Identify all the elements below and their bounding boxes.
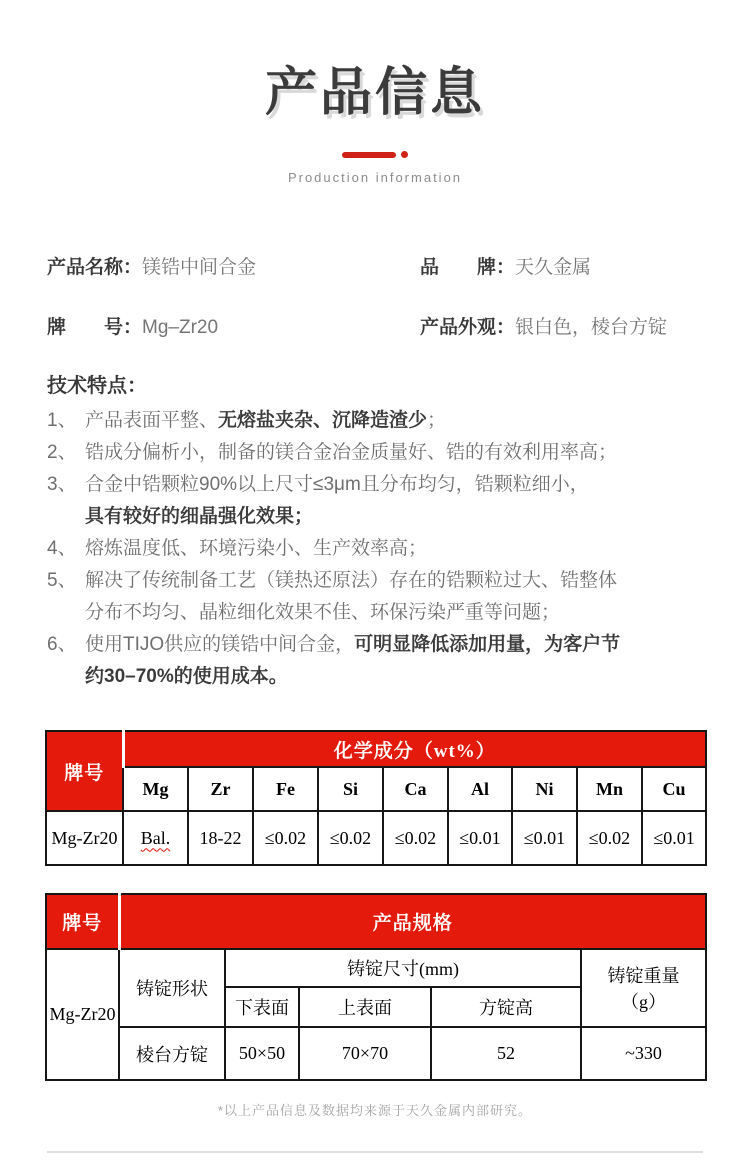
chem-value-cell: ≤0.01	[642, 811, 706, 865]
product-spec-table	[45, 893, 707, 1081]
feature-item-6	[47, 629, 708, 693]
spec-size-label: 铸锭尺寸(mm)	[225, 949, 581, 987]
chem-element-header: Fe	[253, 767, 318, 811]
info-brand	[420, 255, 703, 281]
item-number: 1、	[47, 410, 77, 431]
feature-item-5	[47, 565, 708, 629]
item-number: 6、	[47, 634, 77, 655]
info-value: 天久金属	[515, 257, 592, 278]
item-text: 使用TIJO供应的镁锆中间合金，	[85, 634, 355, 655]
footer-disclaimer: *以上产品信息及数据均来源于天久金属内部研究。	[217, 1103, 533, 1118]
chem-element-header: Ca	[383, 767, 448, 811]
item-number: 4、	[47, 538, 77, 559]
info-label: 品 牌：	[420, 257, 516, 278]
item-text: 分布不均匀、晶粒细化效果不佳、环保污染严重等问题；	[85, 602, 561, 623]
spec-dim-header: 下表面	[225, 987, 299, 1027]
bal-value: Bal.	[140, 827, 171, 848]
item-text-bold: 可明显降低添加用量，为客户节	[354, 634, 621, 655]
info-label: 产品名称：	[47, 257, 143, 278]
item-number: 2、	[47, 442, 77, 463]
info-appearance	[420, 315, 703, 341]
spec-shape-value: 棱台方锭	[119, 1027, 225, 1080]
chem-element-header: Cu	[642, 767, 706, 811]
info-product-name	[47, 255, 420, 281]
spec-weight-value: ~330	[581, 1027, 706, 1080]
spec-dim-value: 50×50	[225, 1027, 299, 1080]
spec-dim-value: 70×70	[299, 1027, 431, 1080]
spec-dim-value: 52	[431, 1027, 581, 1080]
chem-element-header: Si	[318, 767, 383, 811]
title-divider	[0, 151, 750, 158]
info-value: 镁锆中间合金	[142, 257, 257, 278]
chem-element-header: Mg	[123, 767, 188, 811]
chemical-composition-table	[45, 730, 707, 866]
chem-value-cell: ≤0.02	[383, 811, 448, 865]
chem-value-cell: ≤0.02	[577, 811, 642, 865]
feature-item-3	[47, 469, 708, 533]
item-number: 5、	[47, 570, 77, 591]
feature-item-2	[47, 437, 708, 469]
chem-element-header: Al	[448, 767, 512, 811]
item-text: 合金中锆颗粒90%以上尺寸≤3μm且分布均匀，锆颗粒细小，	[85, 474, 589, 495]
info-value: 银白色，棱台方锭	[515, 317, 668, 338]
product-info-grid	[47, 255, 703, 341]
chem-element-header: Ni	[512, 767, 577, 811]
chem-element-header: Mn	[577, 767, 642, 811]
page-subtitle: Production information	[287, 170, 463, 185]
spec-header-cell: 产品规格	[119, 894, 706, 949]
divider-dot	[401, 151, 408, 158]
chem-value-cell	[123, 811, 188, 865]
spec-dim-header: 方锭高	[431, 987, 581, 1027]
spec-grade-cell: Mg-Zr20	[46, 949, 119, 1080]
item-text: 锆成分偏析小，制备的镁合金冶金质量好、锆的有效利用率高；	[85, 442, 618, 463]
chem-element-header: Zr	[188, 767, 253, 811]
spec-shape-label: 铸锭形状	[119, 949, 225, 1027]
spec-weight-label	[581, 949, 706, 1027]
chem-value-cell: ≤0.02	[253, 811, 318, 865]
spec-weight-label-line1: 铸锭重量	[607, 966, 680, 986]
spec-corner-cell: 牌号	[46, 894, 119, 949]
page-header	[0, 0, 750, 185]
item-number: 3、	[47, 474, 77, 495]
feature-item-1	[47, 405, 708, 437]
technical-features-section	[47, 369, 708, 693]
features-heading: 技术特点：	[47, 375, 147, 397]
chem-value-cell: ≤0.01	[448, 811, 512, 865]
item-text-bold: 具有较好的细晶强化效果；	[85, 506, 314, 527]
item-text: 熔炼温度低、环境污染小、生产效率高；	[85, 538, 428, 559]
info-grade	[47, 315, 420, 341]
chem-value-cell: 18-22	[188, 811, 253, 865]
page-title: 产品信息	[264, 64, 485, 122]
feature-item-4	[47, 533, 708, 565]
info-label: 牌 号：	[47, 317, 143, 338]
item-text: ；	[427, 410, 447, 431]
item-text: 解决了传统制备工艺（镁热还原法）存在的锆颗粒过大、锆整体	[85, 570, 618, 591]
divider-dash	[342, 152, 396, 158]
info-value: Mg–Zr20	[142, 317, 219, 338]
item-text: 产品表面平整、	[85, 410, 219, 431]
feature-list	[47, 405, 708, 693]
chem-grade-cell: Mg-Zr20	[46, 811, 123, 865]
item-text-bold: 无熔盐夹杂、沉降造渣少	[218, 410, 428, 431]
info-label: 产品外观：	[420, 317, 516, 338]
chem-value-cell: ≤0.02	[318, 811, 383, 865]
spec-weight-label-line2: （g）	[621, 992, 666, 1012]
item-text-bold: 约30–70%的使用成本。	[85, 666, 288, 687]
chem-value-cell: ≤0.01	[512, 811, 577, 865]
spec-dim-header: 上表面	[299, 987, 431, 1027]
bottom-divider-line	[47, 1151, 703, 1153]
chem-corner-cell: 牌号	[46, 731, 123, 811]
chem-header-cell: 化学成分（wt%）	[123, 731, 706, 767]
